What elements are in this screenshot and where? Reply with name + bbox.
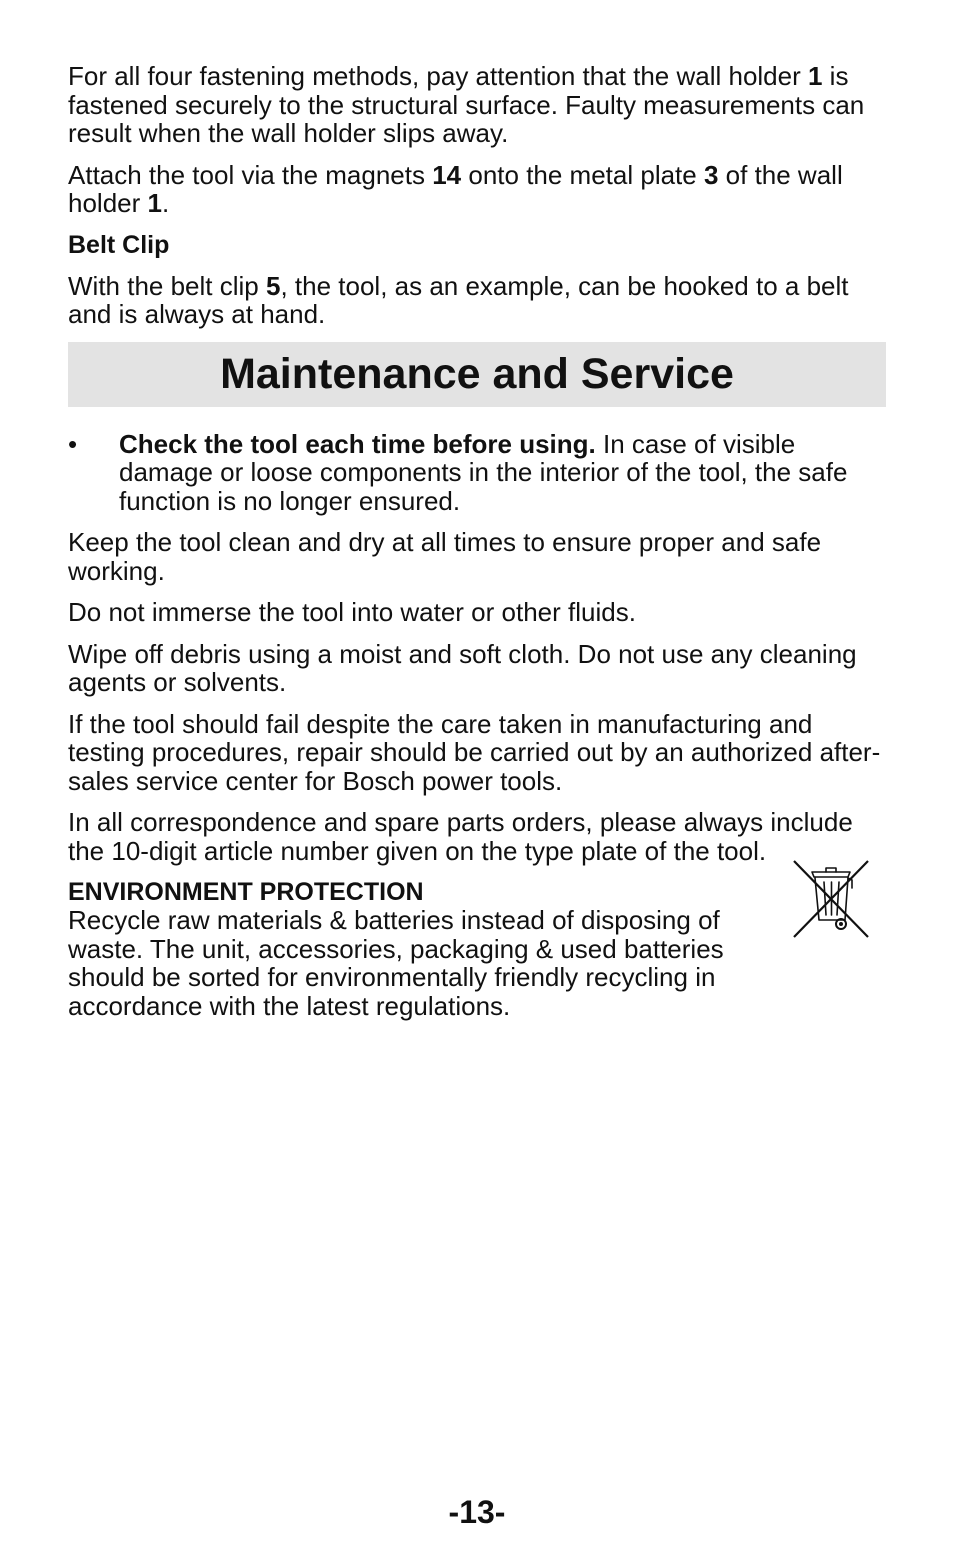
environment-heading: ENVIRONMENT PROTECTION: [68, 878, 424, 906]
maintenance-paragraph-immerse: Do not immerse the tool into water or other fluids.: [68, 597, 636, 627]
maintenance-paragraph-repair: If the tool should fail despite the care taken in manufacturing and testing procedures, repair should be carried out by an authorized after- sales service center for Bosch power tools.: [68, 708, 881, 796]
belt-clip-heading: Belt Clip: [68, 230, 170, 259]
crossed-out-wheelie-bin-icon: [790, 858, 872, 940]
section-title: Maintenance and Service: [220, 350, 734, 398]
bullet-item-check-tool: [68, 430, 886, 516]
intro-paragraph-attach: [68, 161, 886, 218]
ref-number: 1: [807, 61, 823, 91]
text-run: Attach the tool via the magnets: [68, 159, 433, 190]
intro-paragraph-fastening: [68, 62, 886, 148]
page-number: -13-: [448, 1494, 506, 1530]
environment-text: Recycle raw materials & batteries instead of disposing of waste. The unit, accessories, packaging & used batteries should be sorted for environmentally friendly recycling in accordance with the latest regulations.: [68, 905, 724, 1021]
bullet-bold-lead: Check the tool each time before using.: [119, 428, 596, 459]
text-run: .: [161, 188, 170, 218]
text-run: of the wall holder: [68, 159, 843, 218]
bullet-text: [119, 430, 886, 516]
text-run: For all four fastening methods, pay attention that the wall holder: [68, 61, 808, 91]
text-run: , the tool, as an example, can be hooked to a belt and is always at hand.: [68, 270, 849, 329]
ref-number: 3: [703, 159, 719, 190]
section-title-banner: [68, 342, 886, 407]
page-content: [68, 62, 886, 1020]
maintenance-paragraph-wipe: Wipe off debris using a moist and soft cloth. Do not use any cleaning agents or solvents.: [68, 638, 857, 697]
text-run: is fastened securely to the structural surface. Faulty measurements can result when the wall holder slips away.: [68, 61, 865, 148]
bullet-symbol: •: [68, 428, 78, 459]
belt-clip-paragraph: [68, 272, 886, 329]
environment-section: [68, 878, 886, 1020]
text-run: With the belt clip: [68, 270, 266, 301]
maintenance-paragraph-clean: Keep the tool clean and dry at all times to ensure proper and safe working.: [68, 527, 822, 586]
text-run: onto the metal plate: [461, 159, 704, 190]
maintenance-paragraph-correspondence: In all correspondence and spare parts orders, please always include the 10-digit article number given on the type plate of the tool.: [68, 807, 853, 866]
ref-number: 5: [265, 270, 281, 301]
ref-number: 14: [432, 159, 462, 190]
text-run: In case of visible damage or loose components in the interior of the tool, the safe function is no longer ensured.: [119, 428, 848, 516]
ref-number: 1: [147, 188, 162, 218]
